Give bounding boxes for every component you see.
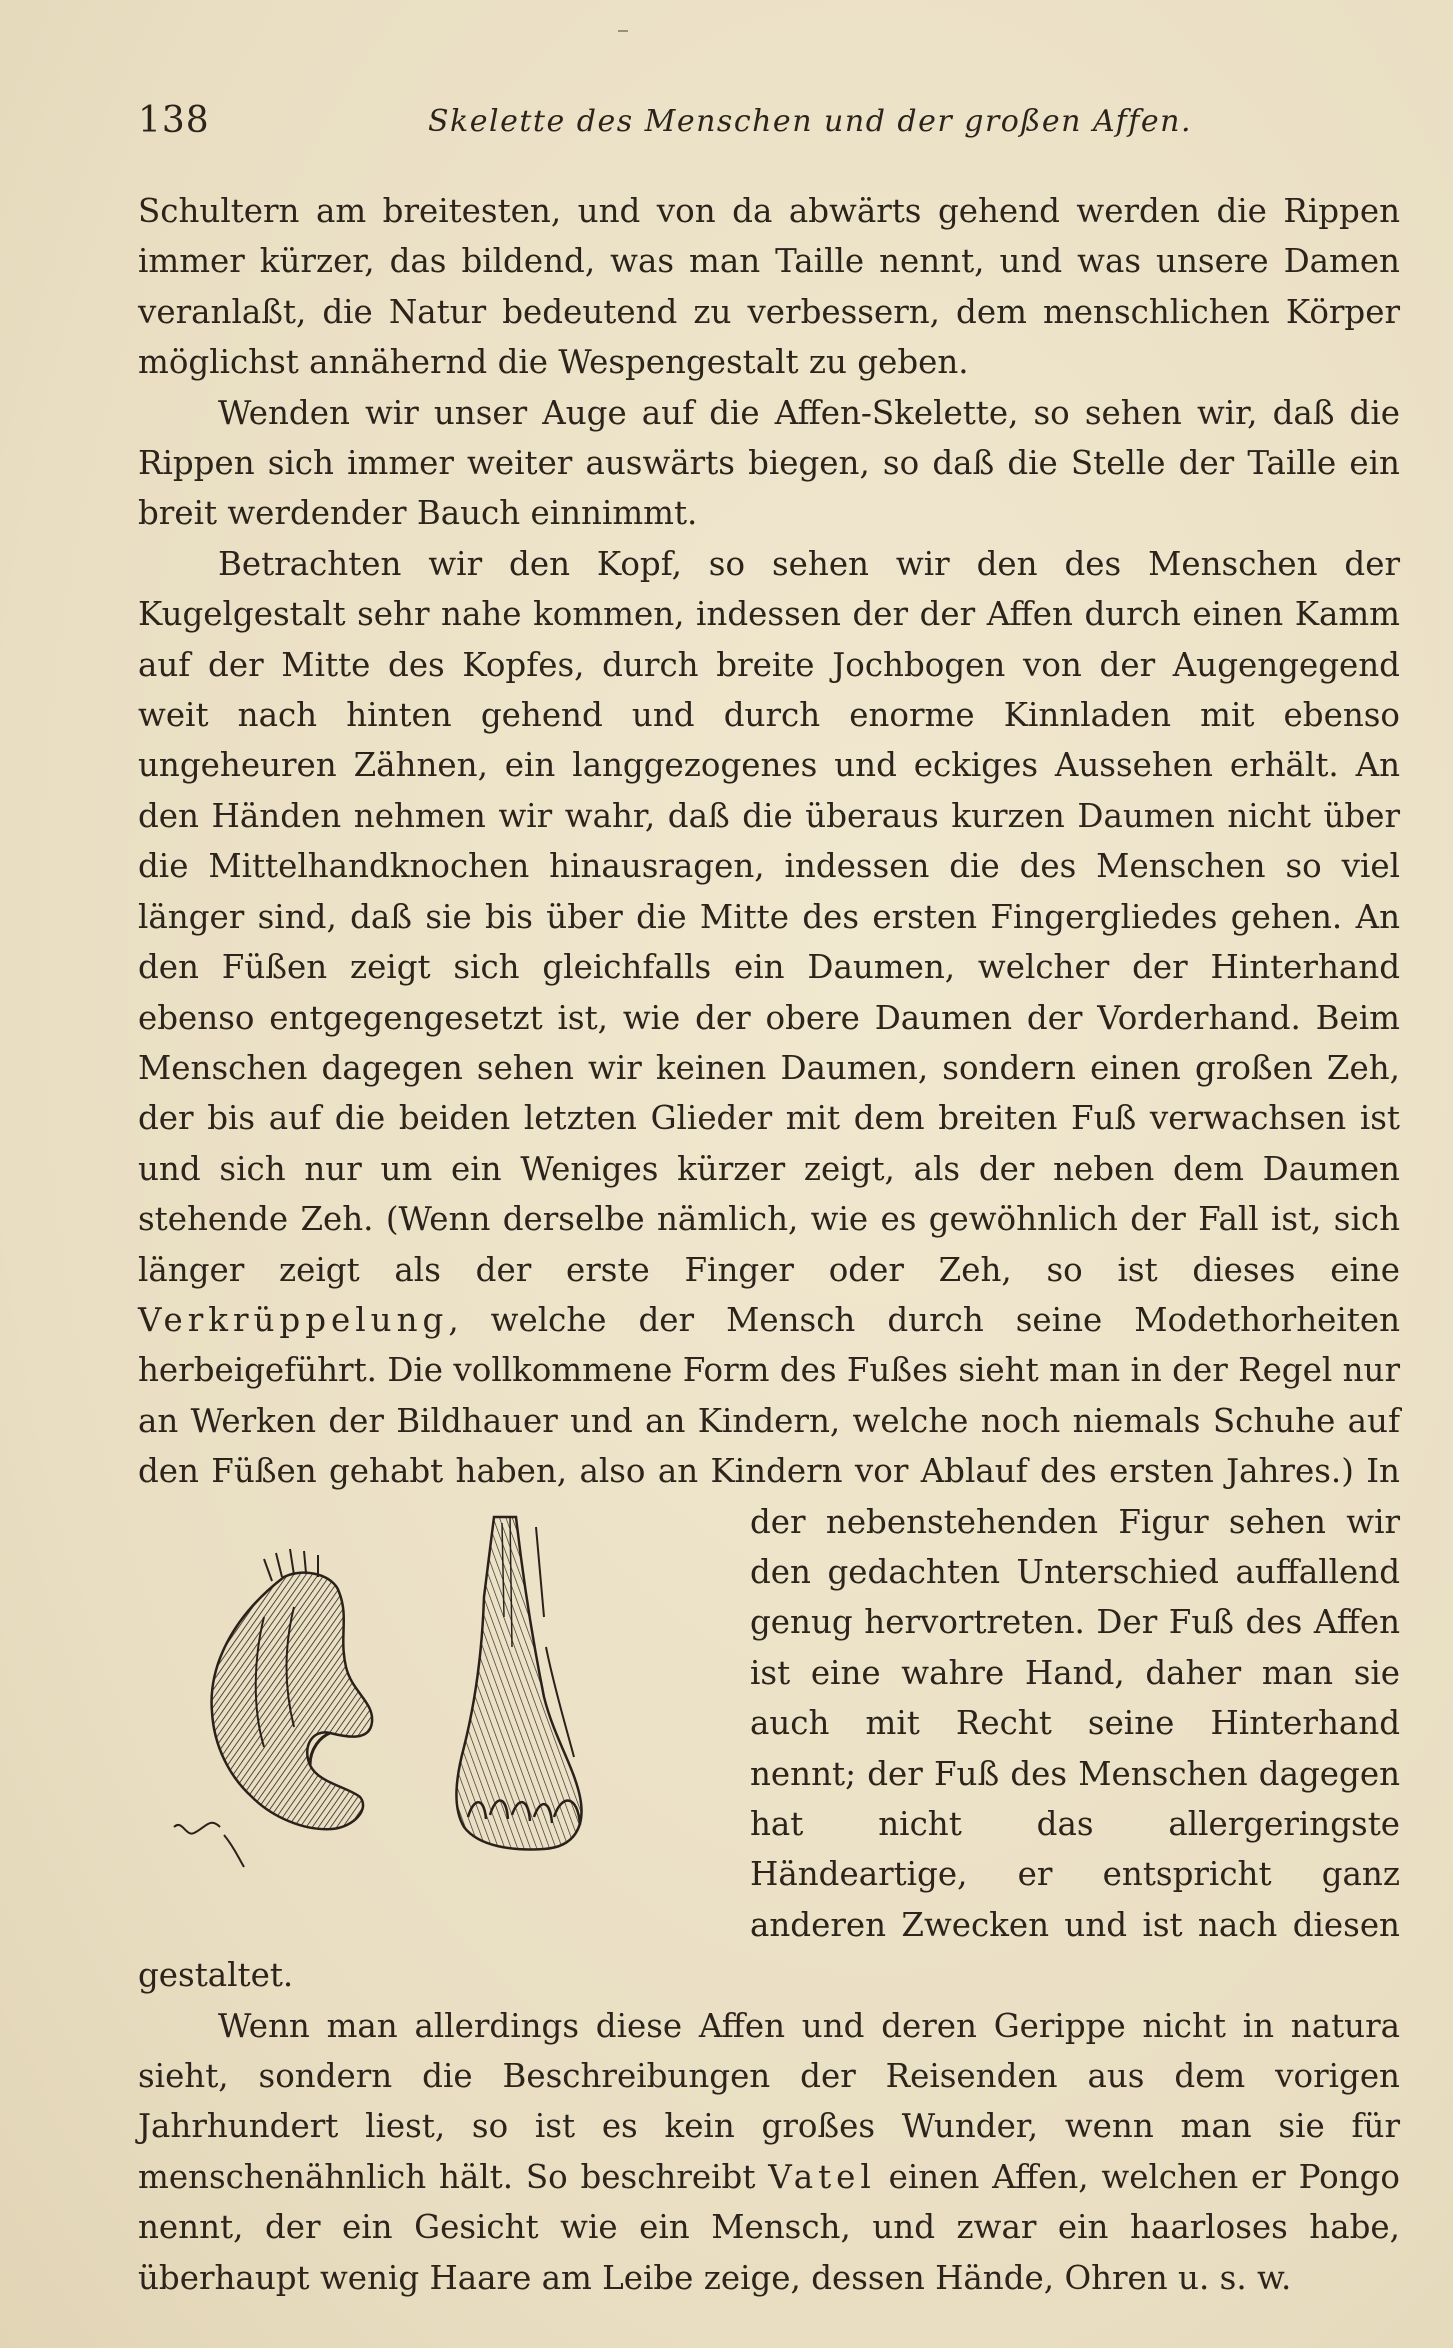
paragraph-1: Schultern am breitesten, und von da abwärts gehend werden die Rippen immer kürzer, das bildend, was man Taille nennt, und was unsere Damen veranlaßt, die Natur bedeutend zu verbessern, dem menschlichen Körper möglichst annähernd die Wespengestalt zu geben. xyxy=(138,192,1400,382)
page-number: 138 xyxy=(138,100,210,141)
human-foot xyxy=(456,1517,581,1849)
page-header xyxy=(138,100,1398,150)
feet-figure xyxy=(134,1497,730,1941)
paragraph-3-after: , welche der Mensch durch seine Modethorheiten herbeigeführt. Die vollkommene Form des Fußes sieht man in der Regel nur an Werken der Bildhauer und an Kindern, welche noch niemals Schuhe auf den Füßen gehabt haben, also an Kindern vor Ablauf des ersten xyxy=(138,1300,1400,1491)
ape-foot xyxy=(174,1549,372,1867)
body-text xyxy=(138,186,1400,2303)
running-head: Skelette des Menschen und der großen Affen. xyxy=(428,104,1192,139)
emphasis-verkrueppelung: Verkrüppelung xyxy=(138,1300,449,1339)
paragraph-3-before: Betrachten wir den Kopf, so sehen wir den des Menschen der Kugelgestalt sehr nahe kommen, indessen der der Affen durch einen Kamm auf der Mitte des Kopfes, durch breite Jochbogen von der Augengegend weit nach hinten gehend und durch enorme Kinnladen mit ebenso ungeheuren Zähnen, ein langgezogenes und eckiges Aussehen erhält. An den Händen nehmen wir wahr, daß die überaus kurzen Daumen nicht über die Mittelhandknochen hinausragen, indessen die des Menschen so viel länger sind, daß sie bis über die Mitte des ersten Fingergliedes gehen. An den Füßen zeigt sich gleichfalls ein Daumen, welcher der Hinterhand ebenso entgegengesetzt ist, wie der obere Daumen der Vorderhand. Beim Menschen dagegen sehen wir keinen Daumen, sondern einen großen Zeh, der bis auf die beiden letzten Glieder mit dem breiten Fuß verwachsen ist und sich nur um ein Weniges kürzer zeigt, als der neben dem Daumen stehende Zeh. (Wenn derselbe nämlich, wie es gewöhnlich der Fall ist, sich länger zeigt als der erste Finger oder Zeh, so ist dieses eine xyxy=(138,544,1400,1289)
paragraph-4-after: einen Affen, welchen er Pongo nennt, der ein Gesicht wie ein Mensch, und zwar ein haarloses habe, überhaupt wenig Haare am Leibe zeige, dessen Hände, Ohren u. s. w. xyxy=(138,2157,1401,2297)
paragraph-3 xyxy=(138,539,1400,2001)
top-mark xyxy=(618,30,628,32)
feet-engraving xyxy=(134,1497,730,1941)
paragraph-4-before: Wenn man allerdings diese Affen und deren Gerippe nicht in natura sieht, sondern die Beschreibungen der Reisenden aus dem vorigen Jahrhundert liest, so ist es kein großes Wunder, wenn man sie für menschenähnlich hält. So beschreibt xyxy=(138,2006,1400,2196)
emphasis-vatel: Vatel xyxy=(768,2157,876,2196)
paragraph-3-after-figure: Jahres.) In der nebenstehenden Figur sehen wir den gedachten Unterschied auffallend genug hervortreten. Der Fuß des Affen ist eine wahre Hand, daher man sie auch mit Recht seine Hinterhand nennt; der Fuß des Menschen dagegen hat nicht das allergeringste Händeartige, er entspricht ganz anderen Zwecken und ist nach diesen gestaltet. xyxy=(138,1452,1400,1995)
paragraph-4 xyxy=(138,2001,1400,2303)
paragraph-2: Wenden wir unser Auge auf die Affen-Skelette, so sehen wir, daß die Rippen sich immer weiter auswärts biegen, so daß die Stelle der Taille ein breit werdender Bauch einnimmt. xyxy=(138,393,1400,533)
